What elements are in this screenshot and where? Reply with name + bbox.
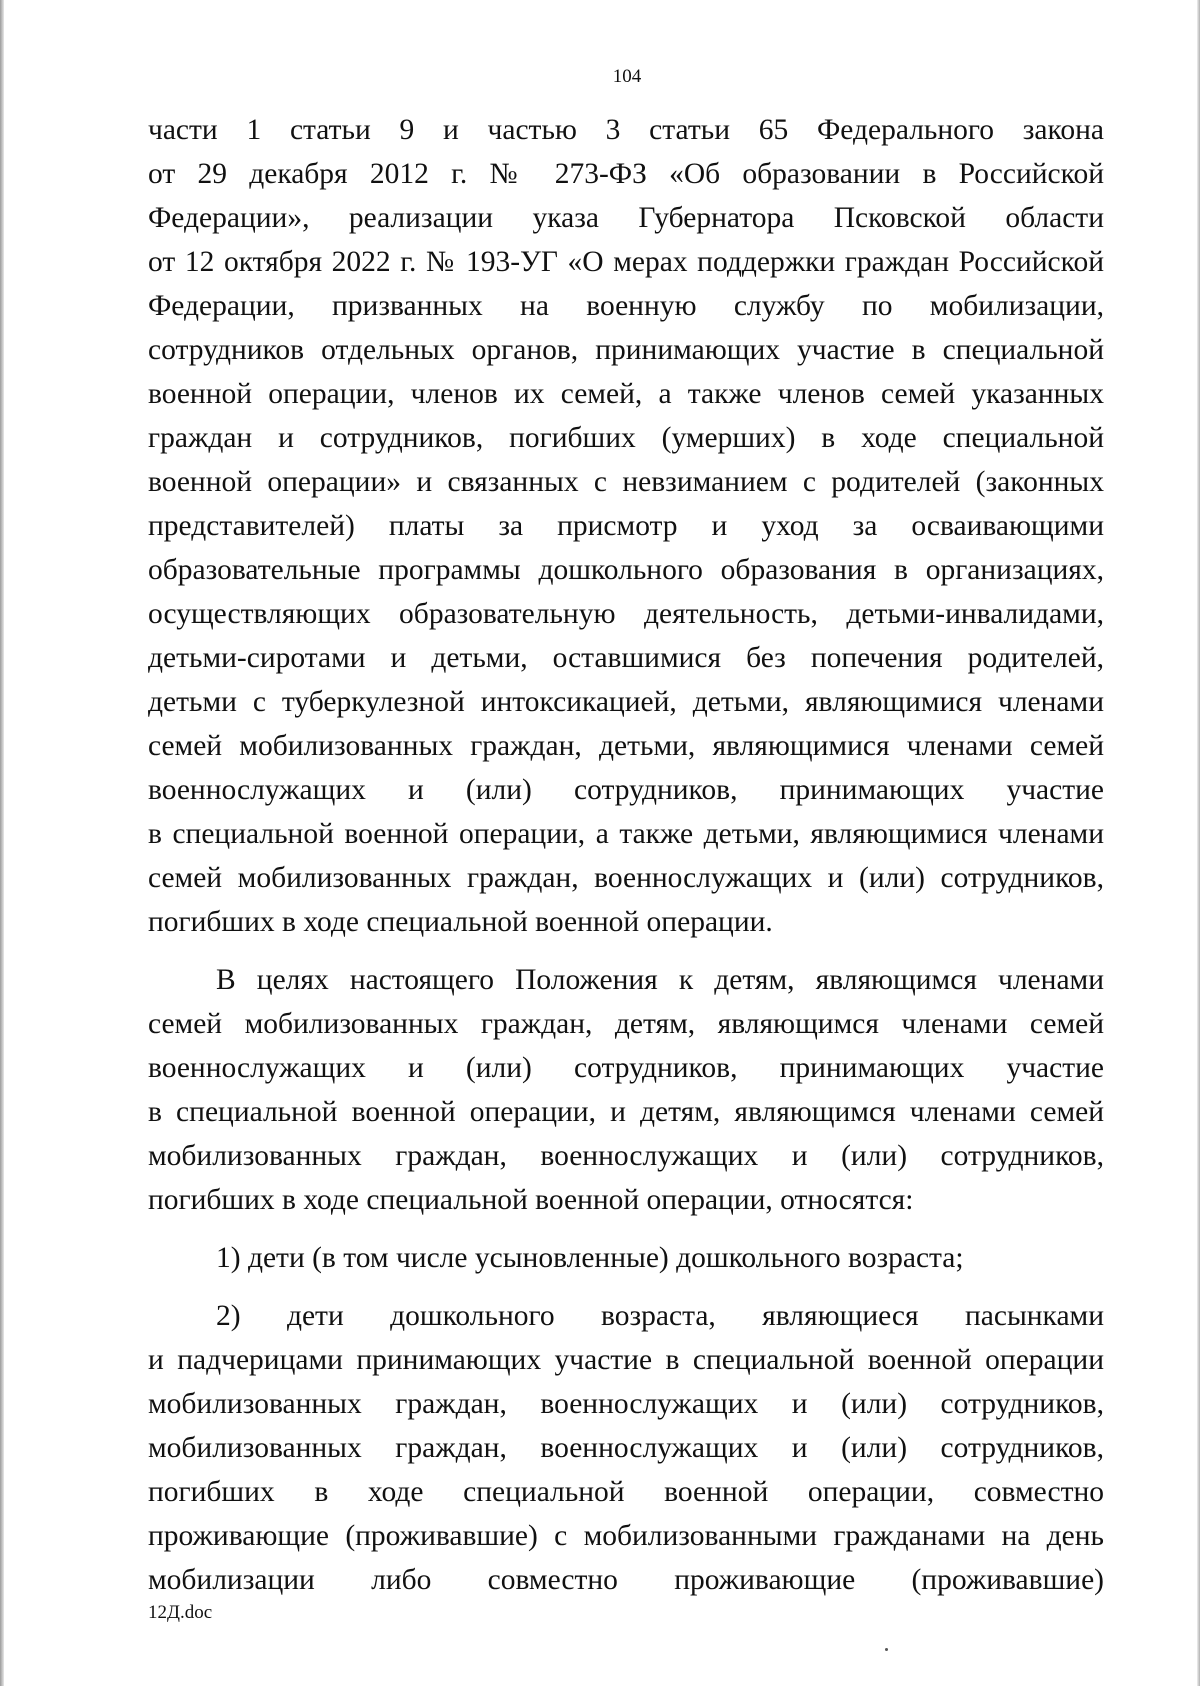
text-line: погибших в ходе специальной военной операции, относятся: [148, 1184, 914, 1216]
text-line: от 12 октября 2022 г. № 193-УГ «О мерах поддержки граждан Российской [148, 246, 1104, 278]
paragraph-gap [148, 1280, 1104, 1294]
text-line: мобилизованных граждан, военнослужащих и (или) сотрудников, [148, 1388, 1104, 1420]
paragraph-3 [148, 1236, 1104, 1280]
text-line: семей мобилизованных граждан, военнослужащих и (или) сотрудников, [148, 862, 1104, 894]
text-line: военнослужащих и (или) сотрудников, принимающих участие [148, 1052, 1104, 1084]
text-line: сотрудников отдельных органов, принимающих участие в специальной [148, 334, 1104, 366]
text-line: Федерации», реализации указа Губернатора Псковской области [148, 202, 1104, 234]
scan-edge-left [0, 0, 4, 1686]
text-line: семей мобилизованных граждан, детям, являющимся членами семей [148, 1008, 1104, 1040]
text-line: в специальной военной операции, и детям, являющимся членами семей [148, 1096, 1104, 1128]
text-line: погибших в ходе специальной военной операции, совместно [148, 1476, 1104, 1508]
footer-filename: 12Д.doc [148, 1602, 213, 1623]
text-line: и падчерицами принимающих участие в специальной военной операции [148, 1344, 1104, 1376]
text-line: детьми-сиротами и детьми, оставшимися без попечения родителей, [148, 642, 1104, 674]
paragraph-2 [148, 958, 1104, 1222]
text-line: в специальной военной операции, а также детьми, являющимися членами [148, 818, 1104, 850]
text-line: от 29 декабря 2012 г. № 273-ФЗ «Об образовании в Российской [148, 158, 1104, 190]
text-line: мобилизации либо совместно проживающие (проживавшие) [148, 1564, 1104, 1596]
text-line: проживающие (проживавшие) с мобилизованными гражданами на день [148, 1520, 1104, 1552]
text-line: 2) дети дошкольного возраста, являющиеся пасынками [216, 1300, 1104, 1332]
text-line: детьми с туберкулезной интоксикацией, детьми, являющимися членами [148, 686, 1104, 718]
text-line: осуществляющих образовательную деятельность, детьми-инвалидами, [148, 598, 1104, 630]
paragraph-1 [148, 108, 1104, 944]
page-number: 104 [612, 66, 642, 87]
paragraph-gap [148, 944, 1104, 958]
scan-speck [885, 1648, 888, 1651]
paragraph-gap [148, 1222, 1104, 1236]
text-line: граждан и сотрудников, погибших (умерших) в ходе специальной [148, 422, 1104, 454]
document-body [148, 108, 1104, 1602]
text-line: представителей) платы за присмотр и уход за осваивающими [148, 510, 1104, 542]
text-line: военной операции» и связанных с невзиманием с родителей (законных [148, 466, 1104, 498]
text-line: В целях настоящего Положения к детям, являющимся членами [216, 964, 1104, 996]
text-line: семей мобилизованных граждан, детьми, являющимися членами семей [148, 730, 1104, 762]
text-line: образовательные программы дошкольного образования в организациях, [148, 554, 1104, 586]
text-line: мобилизованных граждан, военнослужащих и (или) сотрудников, [148, 1140, 1104, 1172]
text-line: 1) дети (в том числе усыновленные) дошкольного возраста; [216, 1242, 964, 1274]
paragraph-4 [148, 1294, 1104, 1602]
text-line: военной операции, членов их семей, а также членов семей указанных [148, 378, 1104, 410]
text-line: мобилизованных граждан, военнослужащих и (или) сотрудников, [148, 1432, 1104, 1464]
text-line: военнослужащих и (или) сотрудников, принимающих участие [148, 774, 1104, 806]
text-line: части 1 статьи 9 и частью 3 статьи 65 Федерального закона [148, 114, 1104, 146]
text-line: Федерации, призванных на военную службу по мобилизации, [148, 290, 1104, 322]
text-line: погибших в ходе специальной военной операции. [148, 906, 773, 938]
